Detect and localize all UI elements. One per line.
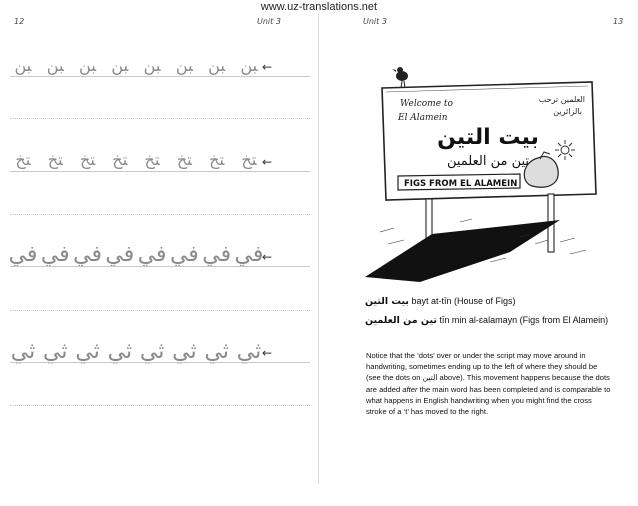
note-text: the main word has been completed and is comparable to what happens in English handwriting when you might find the cross stroke of a ‘t’ has moved to the right.: [366, 384, 611, 417]
sign-main-arabic: بيت التين: [437, 125, 539, 150]
sign-banner-text: FIGS FROM EL ALAMEIN: [404, 179, 518, 189]
practice-glyph: ﻓﻲ: [105, 242, 135, 267]
sign-corner-arabic-1: العلمين ترحب: [538, 95, 585, 104]
practice-glyph: ﺒﻦ: [240, 56, 258, 75]
page-number-left: 12: [14, 17, 25, 26]
practice-glyph: ﻓﻲ: [202, 242, 232, 267]
guide-line: [10, 362, 310, 363]
arrow-icon: ←: [262, 60, 273, 74]
practice-glyph: ﺒﻦ: [208, 56, 226, 75]
practice-glyph: ﻓﻲ: [73, 242, 102, 267]
note-text: above). This movement happens because the dots are added: [366, 373, 610, 394]
practice-glyph: ﺒﻦ: [111, 56, 129, 75]
billboard-illustration: [360, 62, 610, 282]
practice-glyph: ﺘﺦ: [144, 150, 160, 169]
unit-label-left: Unit 3: [257, 17, 281, 26]
page-number-right: 13: [613, 17, 624, 26]
unit-label-right: Unit 3: [363, 17, 387, 26]
practice-glyph: ﺘﺦ: [176, 150, 192, 169]
caption-arabic: تين من العلمين: [365, 315, 437, 326]
practice-row: [8, 341, 264, 363]
caption-arabic: بيت التين: [365, 296, 409, 307]
note-text: Notice that the ‘dots’ over or under the script may move around in handwriting, sometimes ending up to the left of where they should be (see the dots on: [366, 351, 598, 383]
guide-line: [10, 76, 310, 77]
practice-glyph: ﺒﻦ: [46, 56, 64, 75]
practice-glyph: ﻓﻲ: [8, 242, 38, 267]
practice-glyph: ﺛﻲ: [75, 339, 100, 364]
arrow-icon: ←: [262, 346, 273, 360]
dots-note-paragraph: [366, 350, 611, 417]
practice-glyph: ﻓﻲ: [234, 242, 264, 267]
billboard-shadow: [365, 220, 560, 282]
practice-glyph: ﺛﻲ: [204, 339, 229, 364]
practice-glyph: ﺒﻦ: [175, 56, 193, 75]
guide-line: [10, 171, 310, 172]
arrow-icon: ←: [262, 155, 273, 169]
note-emphasis: after: [402, 384, 418, 394]
practice-glyph: ﺛﻲ: [172, 339, 197, 364]
practice-glyph: ﺘﺦ: [47, 150, 63, 169]
practice-row: [8, 58, 264, 74]
practice-page: [0, 0, 318, 506]
practice-glyph: ﺘﺦ: [241, 150, 257, 169]
practice-glyph: ﻓﻲ: [137, 242, 167, 267]
caption-text: bayt at-tīn (House of Figs): [411, 296, 516, 306]
practice-glyph: ﺛﻲ: [107, 339, 133, 364]
caption-figs-from-el-alamein: [365, 315, 608, 326]
sign-corner-arabic-2: بالزائرين: [553, 107, 582, 116]
caption-house-of-figs: [365, 296, 516, 307]
page-spine: [318, 14, 319, 484]
watermark: www.uz-translations.net: [260, 1, 378, 13]
practice-glyph: ﺛﻲ: [43, 339, 68, 364]
sign-sub-arabic: تين من العلمين: [446, 154, 530, 169]
bird-icon: [392, 67, 408, 88]
practice-glyph: ﺛﻲ: [236, 339, 262, 364]
practice-glyph: ﺒﻦ: [14, 56, 32, 75]
practice-glyph: ﺛﻲ: [10, 339, 36, 364]
caption-text: tīn min al-ɛalamayn (Figs from El Alamein): [439, 315, 609, 325]
practice-glyph: ﺘﺦ: [112, 150, 128, 169]
practice-glyph: ﻓﻲ: [40, 242, 70, 267]
practice-row: [8, 244, 264, 266]
practice-row: [8, 152, 264, 168]
practice-glyph: ﻓﻲ: [169, 242, 199, 267]
guide-line: [10, 214, 310, 215]
practice-glyph: ﺒﻦ: [79, 56, 97, 75]
practice-glyph: ﺛﻲ: [139, 339, 165, 364]
practice-glyph: ﺘﺦ: [15, 150, 31, 169]
arrow-icon: ←: [262, 250, 273, 264]
practice-glyph: ﺘﺦ: [79, 150, 96, 169]
note-arabic-word: التين: [422, 373, 438, 383]
sign-welcome-line2: El Alamein: [398, 113, 448, 123]
guide-line: [10, 118, 310, 119]
guide-line: [10, 310, 310, 311]
sign-welcome-line1: Welcome to: [400, 99, 453, 109]
practice-glyph: ﺘﺦ: [209, 150, 225, 169]
guide-line: [10, 405, 310, 406]
practice-glyph: ﺒﻦ: [143, 56, 161, 75]
guide-line: [10, 266, 310, 267]
